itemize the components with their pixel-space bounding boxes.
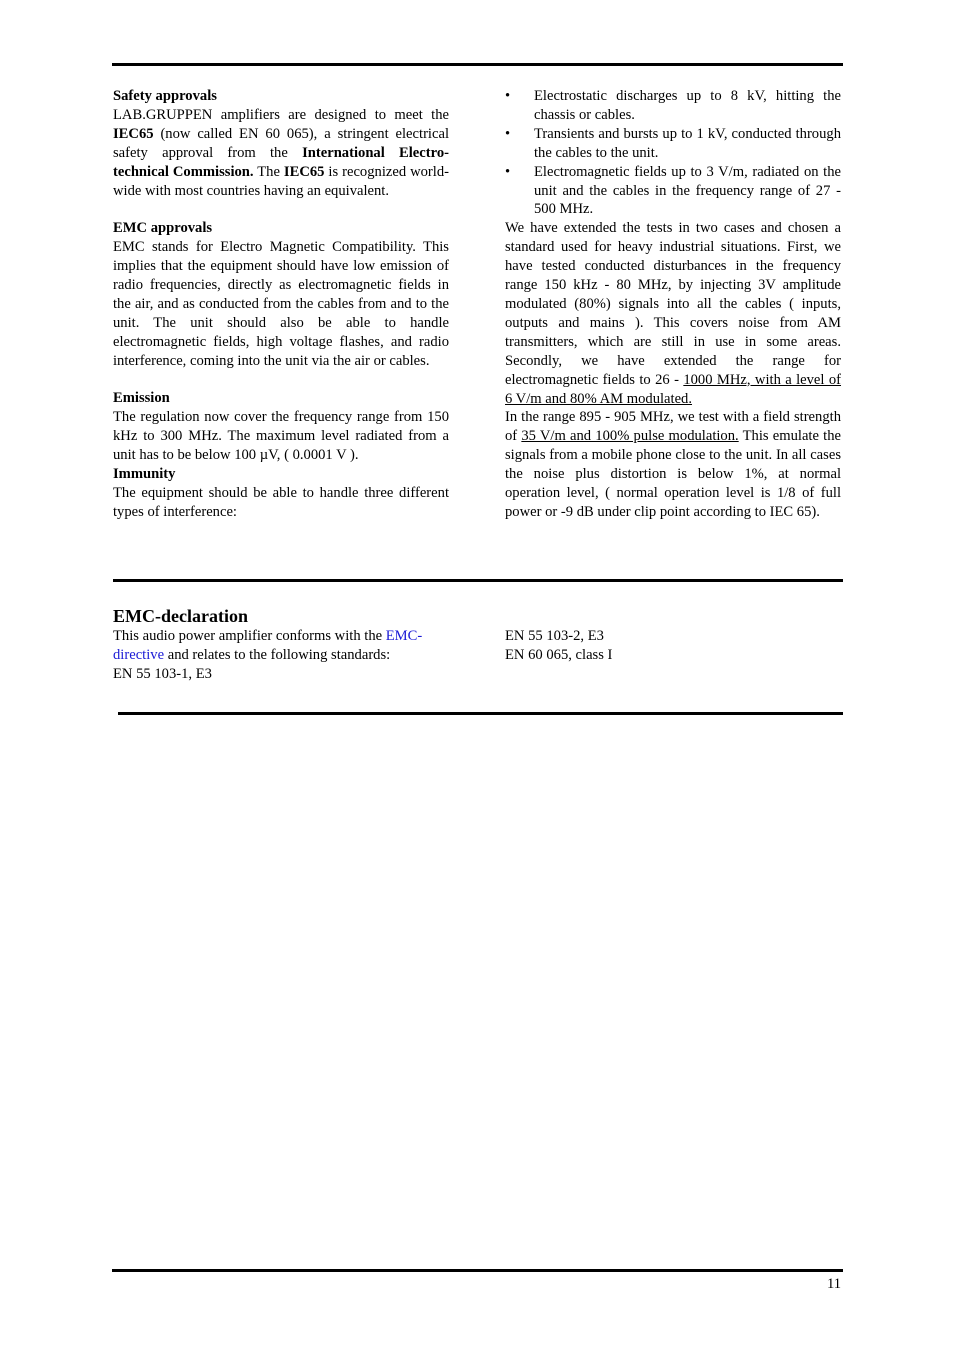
- tests-paragraph: We have extended the tests in two cases and chosen a standard used for heavy industrial situations. First, we have tested conducted disturbances in the frequency range 150 kHz - 80 MHz, by injecting 3V amplitude modulated (80%) signals into all the cables ( inputs, outputs and mains ). This covers noise from AM transmitters, which are still in use in some areas. Secondly, we have extended the range for electromagnetic fields to 26 - 1000 MHz, with a level of 6 V/m and 80% AM modulated.: [505, 220, 842, 407]
- range-paragraph: In the range 895 - 905 MHz, we test with a field strength of 35 V/m and 100% pulse modulation. This emulate the signals from a mobile phone close to the unit. In all cases the noise plus distortion is below 1%, at normal operation level, ( normal operation level is 1/8 of full power or -9 dB under clip point according to IEC 65).: [505, 409, 841, 520]
- list-item: • Electrostatic discharges up to 8 kV, hitting the chassis or cables.: [505, 87, 841, 125]
- declaration-left: [113, 605, 449, 684]
- emission-heading: Emission: [113, 390, 170, 407]
- standard-2: EN 55 103-2, E3: [505, 628, 604, 644]
- top-rule: [112, 63, 843, 66]
- right-column: [505, 87, 841, 522]
- safety-heading: Safety approvals: [113, 88, 217, 104]
- list-item: • Transients and bursts up to 1 kV, conducted through the cables to the unit.: [505, 125, 841, 163]
- list-item: • Electromagnetic fields up to 3 V/m, radiated on the unit and the cables in the frequency range of 27 - 500 MHz.: [505, 163, 841, 220]
- left-column: [113, 87, 449, 522]
- declaration-text: This audio power amplifier conforms with the EMC-directive and relates to the following standards:: [113, 628, 423, 663]
- emission-text: The regulation now cover the frequency range from 150 kHz to 300 MHz. The maximum level radiated from a unit has to be below 100 µV, ( 0.0001 V ).: [113, 409, 449, 464]
- immunity-text: The equipment should be able to handle three different types of interference:: [113, 485, 449, 520]
- page-number: 11: [826, 1276, 841, 1292]
- section-rule: [113, 579, 843, 582]
- declaration-rule: [118, 712, 843, 715]
- declaration-right: [505, 627, 841, 665]
- standard-1: EN 55 103-1, E3: [113, 665, 212, 682]
- emc-heading: EMC approvals: [113, 220, 213, 237]
- emc-directive-link[interactable]: EMC-directive: [113, 628, 423, 663]
- safety-text: LAB.GRUPPEN amplifiers are designed to meet the IEC65 (now called EN 60 065), a stringent electrical safety approval from the International Electro-technical Commission. The IEC65 is recognized world-wide with most countries having an equivalent.: [113, 106, 449, 199]
- interference-list: [505, 87, 841, 219]
- emc-text: EMC stands for Electro Magnetic Compatibility. This implies that the equipment should have low emission of radio frequencies, directly as electromagnetic fields in the air, and as conducted from the cables from and to the unit. The unit should also be able to handle electromagnetic fields, high voltage flashes, and radio interference, coming into the unit via the air or cables.: [113, 239, 449, 369]
- immunity-heading: Immunity: [113, 466, 176, 483]
- standard-3: EN 60 065, class I: [505, 646, 613, 663]
- declaration-heading: EMC-declaration: [113, 606, 248, 626]
- footer-rule: [112, 1269, 843, 1272]
